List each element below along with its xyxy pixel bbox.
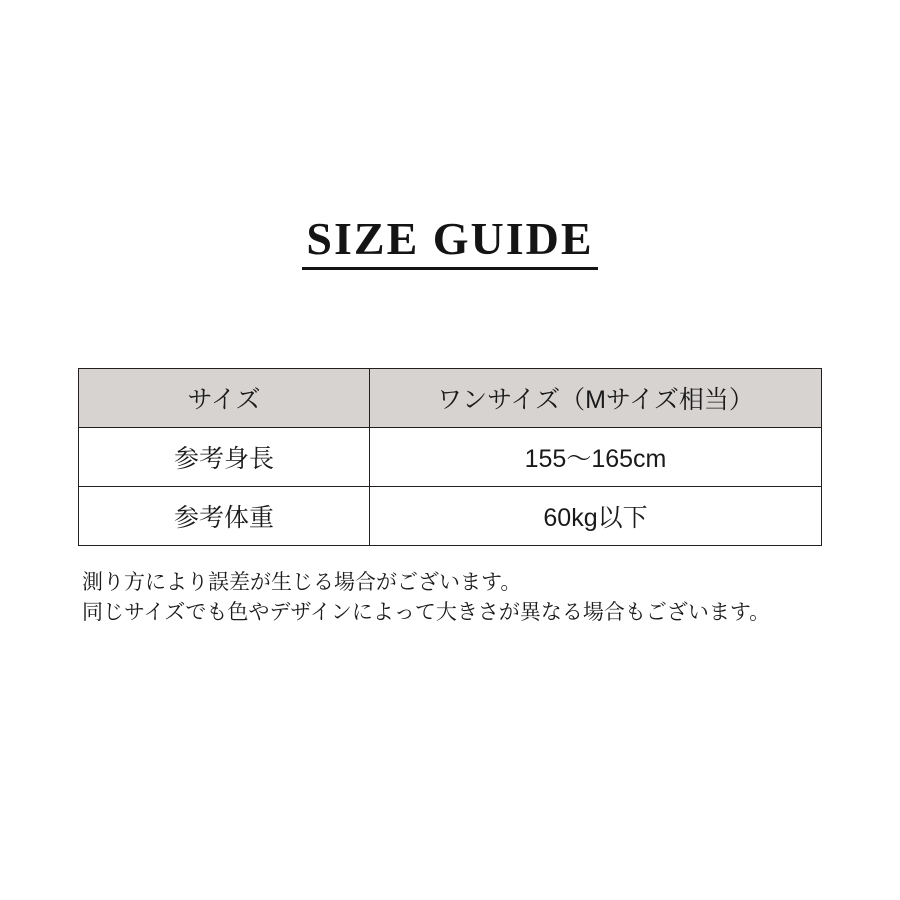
table-cell-label: サイズ <box>79 369 370 428</box>
notes <box>82 568 842 629</box>
page-title-text: SIZE GUIDE <box>302 215 597 270</box>
table-row <box>79 487 822 546</box>
page-title <box>0 212 900 270</box>
table-row <box>79 428 822 487</box>
table-cell-value: 155〜165cm <box>370 428 822 487</box>
table-cell-label: 参考体重 <box>79 487 370 546</box>
table-cell-label: 参考身長 <box>79 428 370 487</box>
note-line-1: 測り方により誤差が生じる場合がございます。 <box>82 571 522 594</box>
table-cell-value: 60kg以下 <box>370 487 822 546</box>
size-table <box>78 368 822 546</box>
table-row <box>79 369 822 428</box>
table-cell-value: ワンサイズ（Mサイズ相当） <box>370 369 822 428</box>
note-line-2: 同じサイズでも色やデザインによって大きさが異なる場合もございます。 <box>82 601 771 625</box>
